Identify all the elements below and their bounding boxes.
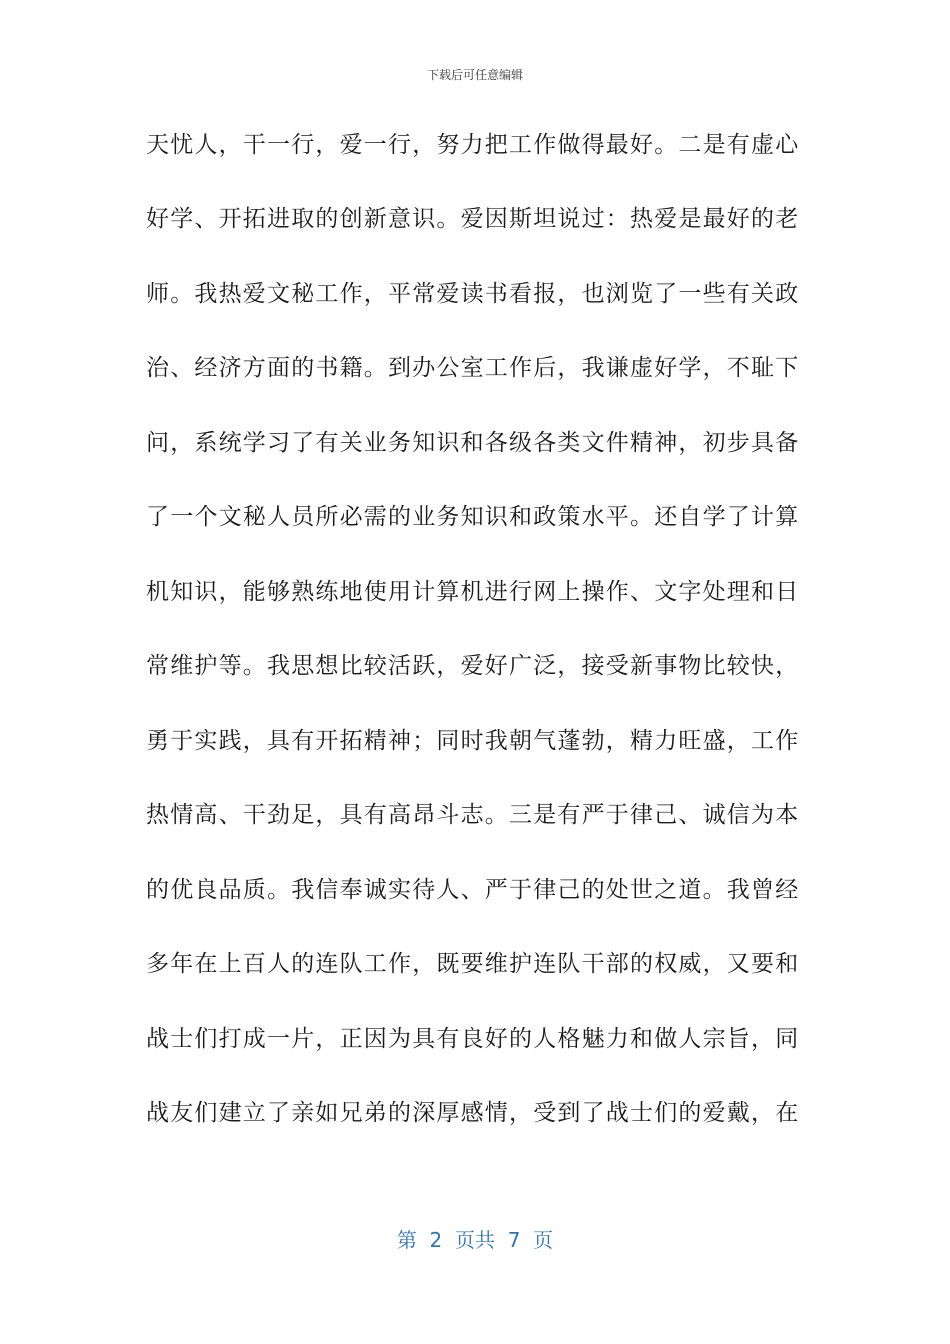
text-line: 的优良品质。我信奉诚实待人、严于律己的处世之道。我曾经 xyxy=(146,877,800,903)
text-line: 师。我热爱文秘工作，平常爱读书看报，也浏览了一些有关政 xyxy=(146,281,800,307)
text-line: 常维护等。我思想比较活跃，爱好广泛，接受新事物比较快， xyxy=(146,653,800,679)
text-line: 战友们建立了亲如兄弟的深厚感情，受到了战士们的爱戴，在 xyxy=(146,1100,800,1126)
text-line: 热情高、干劲足，具有高昂斗志。三是有严于律己、诚信为本 xyxy=(146,802,800,828)
header-note: 下载后可任意编辑 xyxy=(426,68,523,82)
text-line: 战士们打成一片，正因为具有良好的人格魅力和做人宗旨，同 xyxy=(146,1026,800,1052)
text-line: 天忧人，干一行，爱一行，努力把工作做得最好。二是有虚心 xyxy=(146,132,800,158)
text-line: 治、经济方面的书籍。到办公室工作后，我谦虚好学，不耻下 xyxy=(146,355,800,381)
text-line: 勇于实践，具有开拓精神；同时我朝气蓬勃，精力旺盛，工作 xyxy=(146,728,800,754)
text-line: 多年在上百人的连队工作，既要维护连队干部的权威，又要和 xyxy=(146,951,800,977)
text-line: 了一个文秘人员所必需的业务知识和政策水平。还自学了计算 xyxy=(146,504,800,530)
page-number: 第 2 页共 7 页 xyxy=(396,1228,554,1252)
text-line: 问，系统学习了有关业务知识和各级各类文件精神，初步具备 xyxy=(146,430,800,456)
text-line: 好学、开拓进取的创新意识。爱因斯坦说过：热爱是最好的老 xyxy=(146,206,800,232)
text-line: 机知识，能够熟练地使用计算机进行网上操作、文字处理和日 xyxy=(146,579,800,605)
